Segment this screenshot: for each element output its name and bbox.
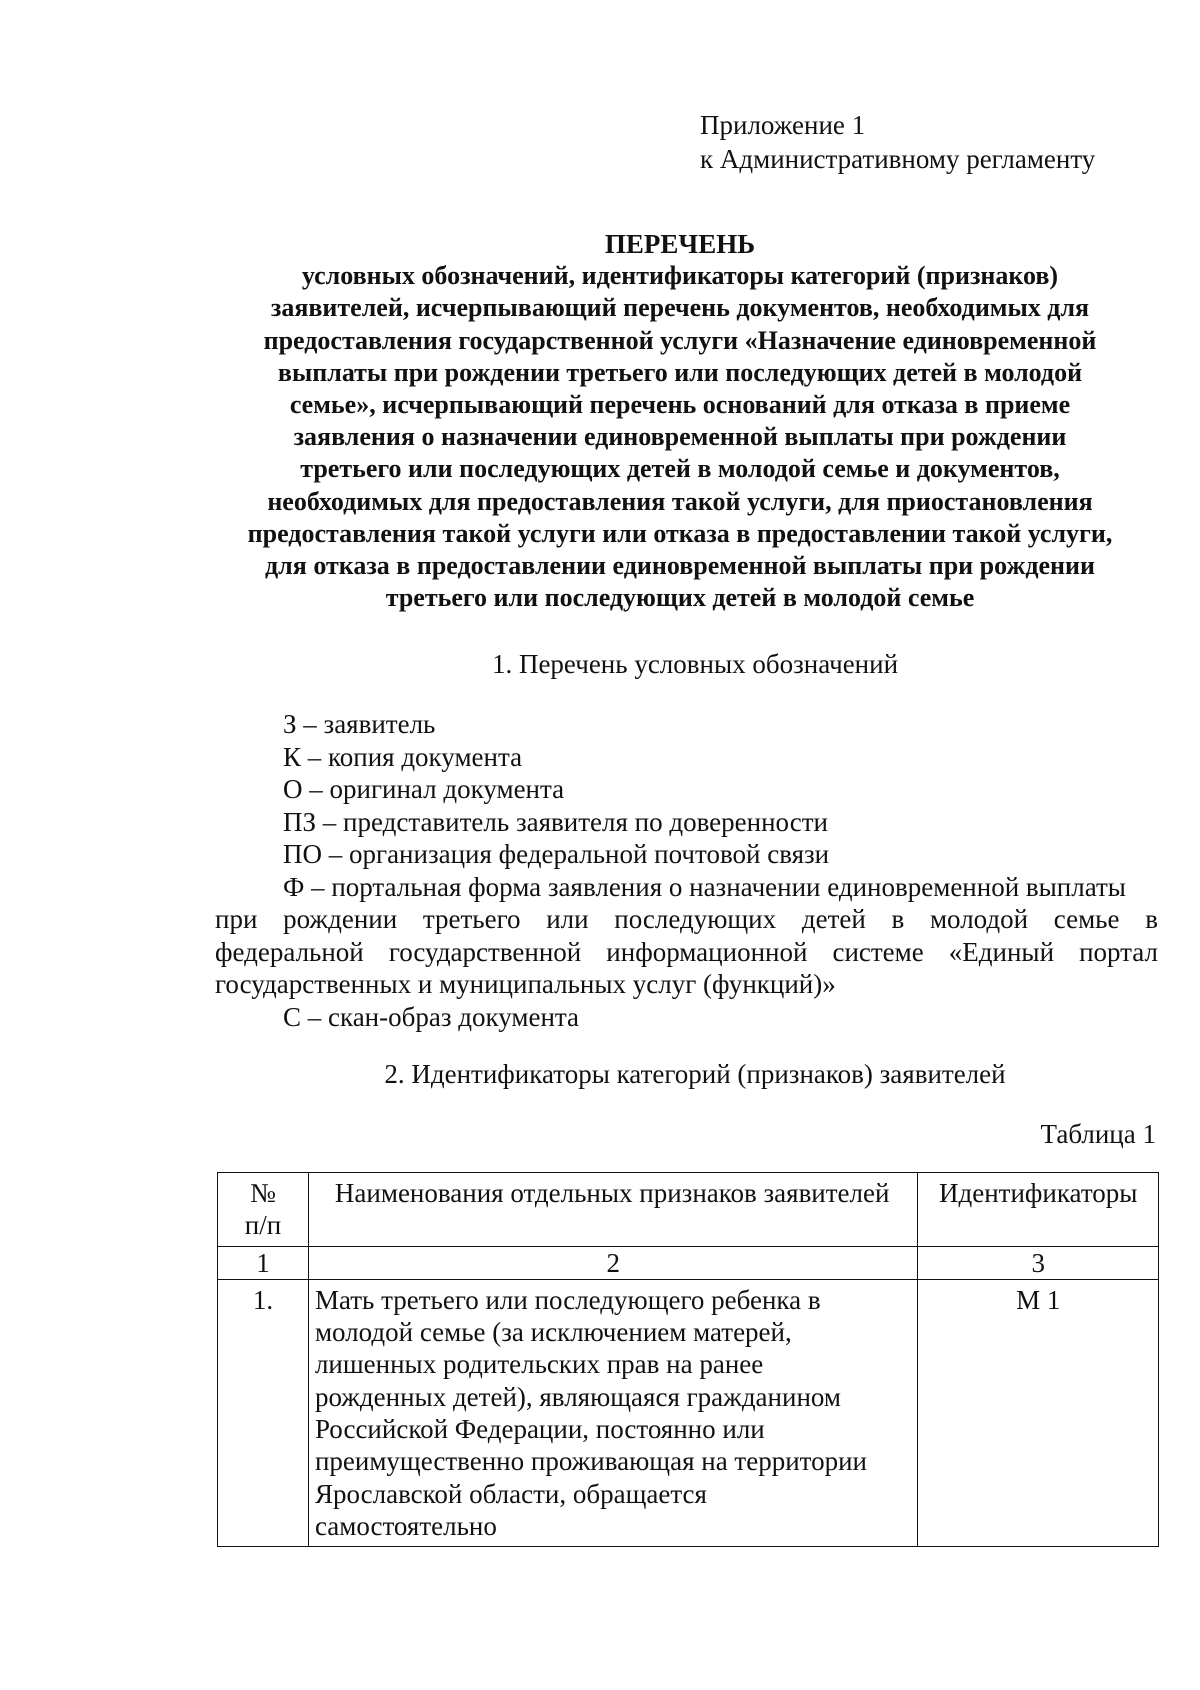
- title-line: необходимых для предоставления такой услуги, для приостановления: [267, 486, 1093, 516]
- word: в: [891, 904, 905, 934]
- row-description-line: лишенных родительских прав на ранее: [314, 1349, 764, 1380]
- legend-item: О – оригинал документа: [283, 774, 565, 804]
- row-description-line: преимущественно проживающая на территории: [314, 1446, 868, 1477]
- row-description-line: Ярославской области, обращается: [314, 1478, 707, 1509]
- table-caption: Таблица 1: [1040, 1119, 1156, 1149]
- word: детей: [801, 904, 866, 934]
- legend-item-f-line3: [215, 936, 1158, 969]
- title-line: заявителей, исчерпывающий перечень документов, необходимых для: [270, 293, 1090, 323]
- table-row: [218, 1279, 1159, 1546]
- title-line: третьего или последующих детей в молодой семье и документов,: [300, 454, 1060, 484]
- legend-item: ПЗ – представитель заявителя по доверенности: [283, 806, 828, 837]
- appendix-line-2: к Административному регламенту: [700, 144, 1096, 174]
- word: при: [215, 904, 258, 934]
- legend-item: К – копия документа: [283, 741, 523, 772]
- word: информационной: [606, 936, 808, 967]
- row-description-line: Российской Федерации, постоянно или: [314, 1414, 765, 1445]
- title-line: предоставления такой услуги или отказа в предоставлении такой услуги,: [247, 518, 1113, 548]
- word: рождении: [283, 904, 398, 934]
- title-heading: ПЕРЕЧЕНЬ: [604, 229, 756, 259]
- section-2-heading: 2. Идентификаторы категорий (признаков) заявителей: [384, 1059, 1006, 1089]
- column-number-row: [218, 1246, 1159, 1279]
- title-line: предоставления государственной услуги «Назначение единовременной: [263, 325, 1097, 355]
- section-1-heading: 1. Перечень условных обозначений: [491, 649, 899, 679]
- legend-item-f-line1: Ф – портальная форма заявления о назначении единовременной выплаты: [283, 871, 1126, 902]
- column-number: 3: [918, 1246, 1159, 1279]
- appendix-line-1: Приложение 1: [700, 110, 866, 140]
- header-name: Наименования отдельных признаков заявителей: [308, 1173, 917, 1247]
- word: портал: [1079, 936, 1158, 967]
- title-line: семье», исчерпывающий перечень оснований для отказа в приеме: [289, 390, 1071, 420]
- column-number: 2: [308, 1246, 917, 1279]
- title-line: выплаты при рождении третьего или последующих детей в молодой: [277, 357, 1083, 387]
- legend-item: ПО – организация федеральной почтовой связи: [283, 839, 830, 869]
- title-line: третьего или последующих детей в молодой семье: [385, 583, 975, 613]
- row-description: [308, 1279, 917, 1546]
- word: третьего: [422, 904, 521, 934]
- legend-item-f-line2: [215, 903, 1158, 936]
- applicant-categories-table: [217, 1172, 1159, 1547]
- word: в: [1145, 904, 1158, 934]
- row-description-line: Мать третьего или последующего ребенка в: [314, 1284, 821, 1315]
- title-line: условных обозначений, идентификаторы категорий (признаков): [301, 261, 1059, 291]
- word: государственной: [388, 936, 582, 967]
- legend-item-f-line4: государственных и муниципальных услуг (функций)»: [215, 969, 836, 999]
- word: «Единый: [948, 936, 1055, 967]
- title-line: заявления о назначении единовременной выплаты при рождении: [293, 422, 1067, 452]
- legend-item: З – заявитель: [283, 709, 436, 739]
- row-num: 1.: [218, 1279, 309, 1546]
- word: последующих: [614, 904, 777, 934]
- legend-list: [215, 708, 1158, 1033]
- header-num: [218, 1173, 309, 1247]
- word: федеральной: [215, 936, 364, 967]
- word: молодой: [929, 904, 1029, 934]
- column-number: 1: [218, 1246, 309, 1279]
- document-title: [200, 228, 1160, 614]
- row-identifier: М 1: [918, 1279, 1159, 1546]
- header-num-line1: №: [250, 1178, 276, 1208]
- word: системе: [832, 936, 924, 967]
- header-num-line2: п/п: [244, 1210, 282, 1241]
- row-description-line: молодой семье (за исключением матерей,: [314, 1317, 792, 1348]
- word: семье: [1053, 904, 1120, 934]
- row-description-line: самостоятельно: [314, 1510, 497, 1541]
- table-header-row: [218, 1173, 1159, 1247]
- legend-item: С – скан-образ документа: [283, 1001, 580, 1032]
- row-description-line: рожденных детей), являющаяся гражданином: [314, 1381, 841, 1412]
- appendix-reference: [700, 108, 1095, 176]
- title-line: для отказа в предоставлении единовременной выплаты при рождении: [265, 551, 1095, 581]
- header-id: Идентификаторы: [918, 1173, 1159, 1247]
- word: или: [546, 904, 589, 934]
